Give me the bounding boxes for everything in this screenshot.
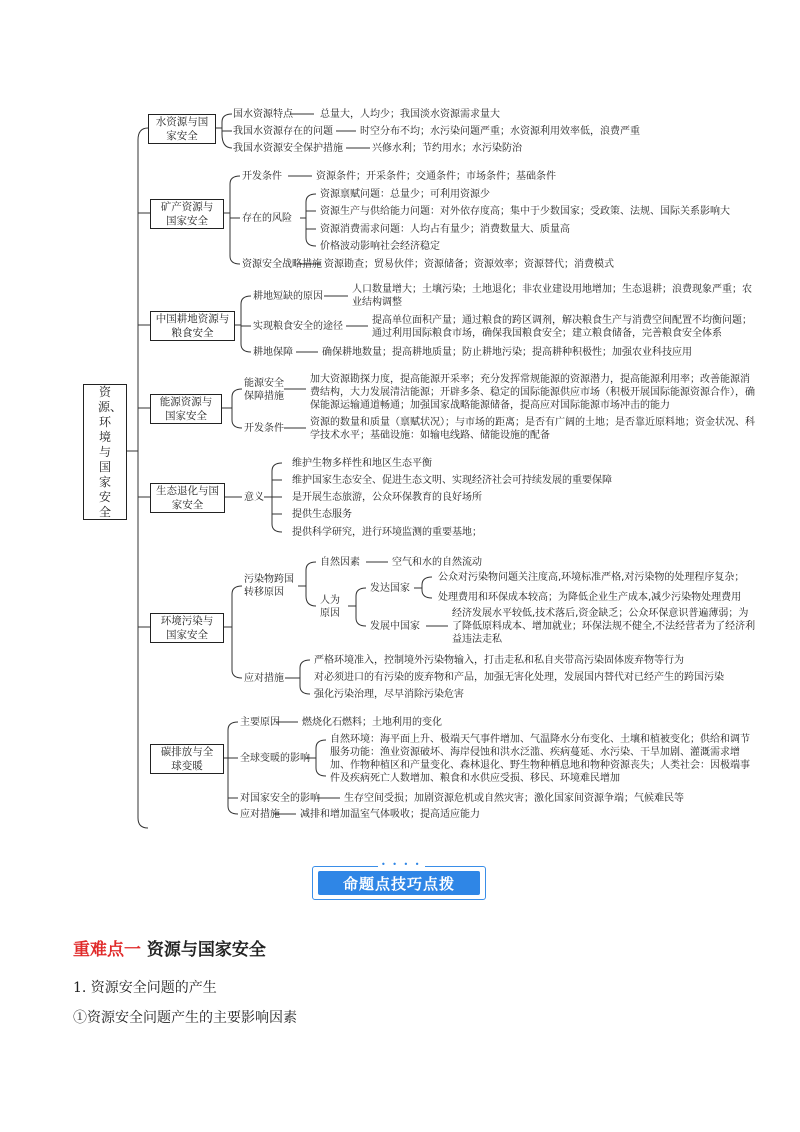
pollution-measures-label: 应对措施 xyxy=(244,673,284,684)
mineral-strategy-label: 资源安全战略措施 xyxy=(242,259,322,270)
section-heading-title: 资源与国家安全 xyxy=(146,940,266,960)
branch-carbon xyxy=(150,744,224,774)
section-heading xyxy=(73,935,266,960)
paragraph-1: 1. 资源安全问题的产生 xyxy=(73,980,217,996)
section-heading-prefix: 重难点一 xyxy=(73,940,141,960)
branch-carbon-title: 碳排放与全球变暖 xyxy=(160,746,214,772)
water-text-1: 总量大，人均少；我国淡水资源需求量大 xyxy=(320,109,500,120)
section-banner xyxy=(312,860,486,900)
branch-water xyxy=(148,114,216,144)
pollution-measure-2: 对必须进口的有污染的废弃物和产品，加强无害化处理，发展国内替代对已经产生的跨国污染 xyxy=(314,672,724,683)
ecology-item-5: 提供科学研究，进行环境监测的重要基地； xyxy=(292,527,482,538)
energy-text-2: 资源的数量和质量（禀赋状况）；与市场的距离；是否有广阔的土地；是否靠近原料地；资金状况、科学技术水平；基础设施：如输电线路、储能设施的配备 xyxy=(310,417,755,441)
ecology-item-4: 提供生态服务 xyxy=(292,509,352,520)
branch-farmland xyxy=(150,311,235,341)
pollution-developed-item-2: 处理费用和环保成本较高；为降低企业生产成本,减少污染物处理费用 xyxy=(438,592,742,603)
carbon-label-3: 对国家安全的影响 xyxy=(240,793,320,804)
branch-ecology-title: 生态退化与国家安全 xyxy=(156,485,219,511)
mineral-dev-label: 开发条件 xyxy=(242,171,282,182)
branch-pollution xyxy=(150,613,224,643)
pollution-transfer-label: 污染物跨国转移原因 xyxy=(244,574,294,598)
root-label: 资源、环境与国家安全 xyxy=(98,384,123,519)
mineral-risk-2: 资源生产与供给能力问题：对外依存度高；集中于少数国家；受政策、法规、国际关系影响大 xyxy=(320,206,730,217)
mineral-risk-label: 存在的风险 xyxy=(242,213,292,224)
branch-mineral-title: 矿产资源与国家安全 xyxy=(160,201,214,227)
banner-label: 命题点技巧点拨 xyxy=(318,871,480,895)
carbon-text-1: 燃烧化石燃料；土地利用的变化 xyxy=(302,717,442,728)
pollution-developed-label: 发达国家 xyxy=(370,583,410,594)
ecology-label: 意义 xyxy=(244,492,264,503)
carbon-text-2: 自然环境：海平面上升、极端天气事件增加、气温降水分布变化、土壤和植被变化；供给和调节服务功能：渔业资源破坏、海岸侵蚀和洪水泛滥、疾病蔓延、水污染、干旱加剧、灌溉需求增加、作物种植区和产量变化、森林退化、野生物种栖息地和物种资源丧失；人类社会：因极端事件及疾病死亡人数增加、粮食和水供应受损、移民、环境难民增加 xyxy=(330,734,750,784)
branch-ecology xyxy=(150,483,225,513)
branch-farmland-title: 中国耕地资源与粮食安全 xyxy=(155,313,230,339)
farmland-text-1: 人口数量增大；土壤污染；土地退化；非农业建设用地增加；生态退耕；浪费现象严重；农业结构调整 xyxy=(352,284,752,308)
water-label-2: 我国水资源存在的问题 xyxy=(233,126,333,137)
water-label-3: 我国水资源安全保护措施 xyxy=(233,143,343,154)
water-label-1: 国水资源特点 xyxy=(233,109,293,120)
pollution-human-label: 人为原因 xyxy=(320,595,340,619)
carbon-text-3: 生存空间受损；加剧资源危机或自然灾害；激化国家间资源争端；气候难民等 xyxy=(344,793,684,804)
branch-energy-title: 能源资源与国家安全 xyxy=(159,396,213,422)
ecology-item-3: 是开展生态旅游，公众环保教育的良好场所 xyxy=(292,492,482,503)
energy-text-1: 加大资源勘探力度，提高能源开采率；充分发挥常规能源的资源潜力，提高能源利用率；改善能源消费结构，大力发展清洁能源；开辟多条、稳定的国际能源供应市场（积极开展国际能源资源合作），确保能源运输通道畅通；加强国家战略能源储备，提高应对国际能源市场冲击的能力 xyxy=(310,374,755,411)
pollution-measure-1: 严格环境准入，控制境外污染物输入，打击走私和私自夹带高污染固体废弃物等行为 xyxy=(314,655,684,666)
farmland-label-2: 实现粮食安全的途径 xyxy=(253,321,343,332)
carbon-label-1: 主要原因 xyxy=(240,717,280,728)
root-node xyxy=(83,384,127,520)
branch-water-title: 水资源与国家安全 xyxy=(155,116,209,142)
pollution-natural-text: 空气和水的自然流动 xyxy=(392,557,482,568)
mineral-dev-text: 资源条件；开采条件；交通条件；市场条件；基础条件 xyxy=(316,171,556,182)
banner-dots-decoration: • • • • xyxy=(378,861,425,869)
branch-energy xyxy=(150,394,222,424)
carbon-text-4: 减排和增加温室气体吸收；提高适应能力 xyxy=(300,809,480,820)
water-text-3: 兴修水利；节约用水；水污染防治 xyxy=(372,143,522,154)
paragraph-2: ①资源安全问题产生的主要影响因素 xyxy=(73,1010,297,1026)
pollution-developing-text: 经济发展水平较低,技术落后,资金缺乏；公众环保意识普遍薄弱；为了降低原料成本、增加就业；环保法规不健全,不法经营者为了经济利益违法走私 xyxy=(452,608,756,645)
mineral-risk-4: 价格波动影响社会经济稳定 xyxy=(320,241,440,252)
mineral-risk-1: 资源禀赋问题：总量少；可利用资源少 xyxy=(320,189,490,200)
mineral-strategy-text: 资源勘查；贸易伙伴；资源储备；资源效率；资源替代；消费模式 xyxy=(324,259,614,270)
branch-mineral xyxy=(150,199,224,229)
energy-label-1: 能源安全保障措施 xyxy=(244,378,284,402)
carbon-label-2: 全球变暖的影响 xyxy=(240,753,310,764)
farmland-text-3: 确保耕地数量；提高耕地质量；防止耕地污染；提高耕种积极性；加强农业科技应用 xyxy=(322,347,692,358)
energy-label-2: 开发条件 xyxy=(244,423,284,434)
pollution-natural-label: 自然因素 xyxy=(320,557,360,568)
branch-pollution-title: 环境污染与国家安全 xyxy=(160,615,214,641)
pollution-measure-3: 强化污染治理，尽早消除污染危害 xyxy=(314,689,464,700)
farmland-text-2: 提高单位面积产量；通过粮食的跨区调剂，解决粮食生产与消费空间配置不均衡问题；通过利用国际粮食市场，确保我国粮食安全；建立粮食储备，完善粮食安全体系 xyxy=(372,315,752,339)
pollution-developed-item-1: 公众对污染物问题关注度高,环境标准严格,对污染物的处理程序复杂； xyxy=(438,572,745,583)
ecology-item-2: 维护国家生态安全、促进生态文明、实现经济社会可持续发展的重要保障 xyxy=(292,475,612,486)
carbon-label-4: 应对措施 xyxy=(240,809,280,820)
mineral-risk-3: 资源消费需求问题：人均占有量少；消费数量大、质量高 xyxy=(320,224,570,235)
ecology-item-1: 维护生物多样性和地区生态平衡 xyxy=(292,458,432,469)
farmland-label-3: 耕地保障 xyxy=(253,347,293,358)
water-text-2: 时空分布不均；水污染问题严重；水资源利用效率低，浪费严重 xyxy=(360,126,640,137)
pollution-developing-label: 发展中国家 xyxy=(370,621,420,632)
farmland-label-1: 耕地短缺的原因 xyxy=(253,291,323,302)
